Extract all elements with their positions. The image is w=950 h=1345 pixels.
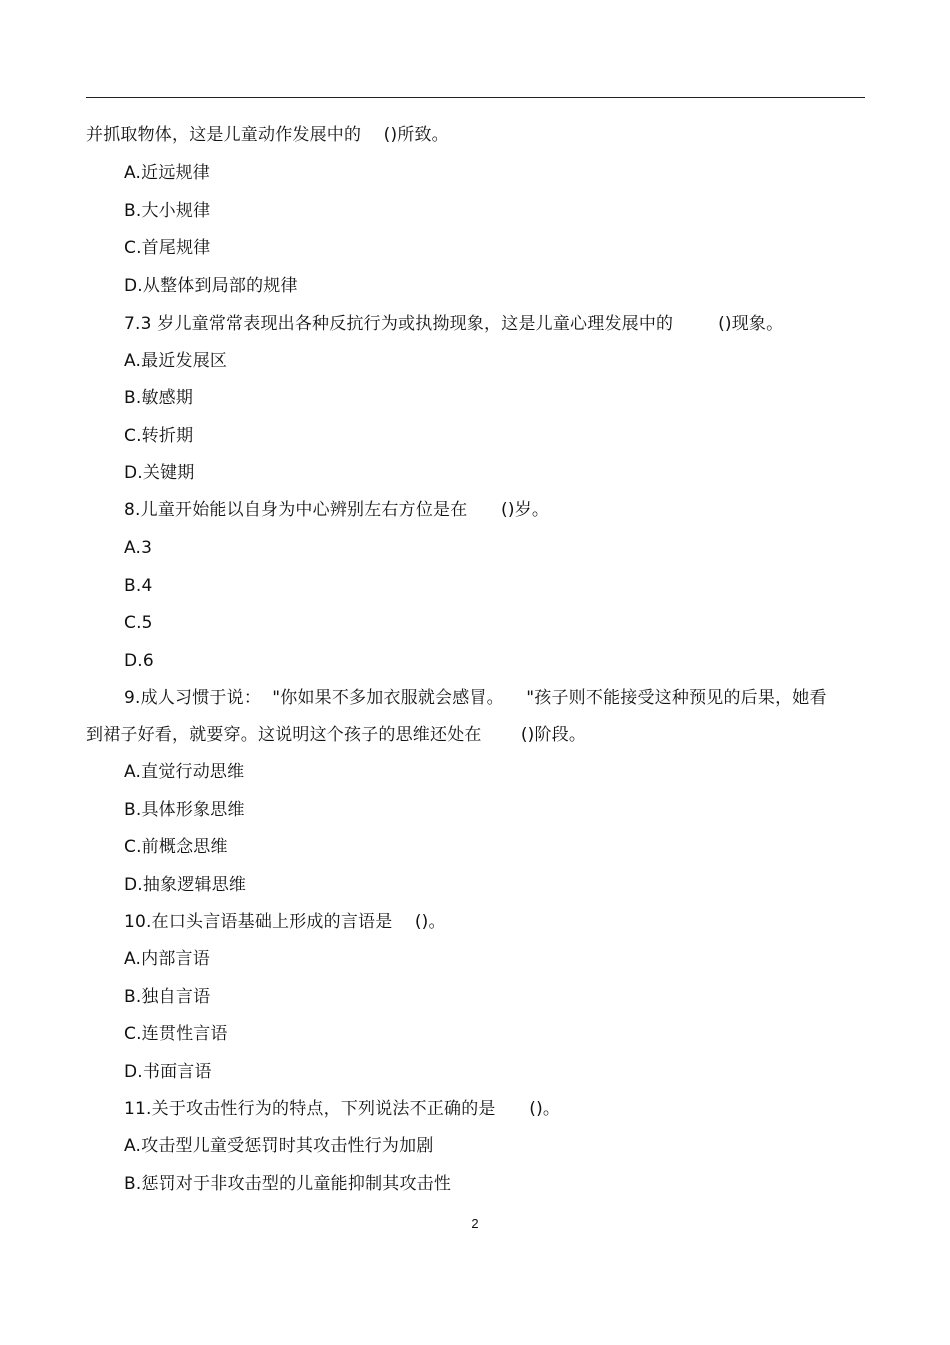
option-q6-d: D.从整体到局部的规律 <box>124 276 298 296</box>
question-9: 9.成人习惯于说： "你如果不多加衣服就会感冒。 "孩子则不能接受这种预见的后果，她看 <box>124 688 827 708</box>
option-q6-a: A.近远规律 <box>124 163 210 183</box>
question-8: 8.儿童开始能以自身为中心辨别左右方位是在 ()岁。 <box>124 500 550 520</box>
question-10: 10.在口头言语基础上形成的言语是 ()。 <box>124 912 446 932</box>
option-q7-a: A.最近发展区 <box>124 351 228 371</box>
option-q9-b: B.具体形象思维 <box>124 800 245 820</box>
option-q6-c: C.首尾规律 <box>124 238 211 258</box>
option-q9-c: C.前概念思维 <box>124 837 228 857</box>
option-q8-a: A.3 <box>124 538 153 558</box>
option-q11-b: B.惩罚对于非攻击型的儿童能抑制其攻击性 <box>124 1174 452 1194</box>
question-11: 11.关于攻击性行为的特点，下列说法不正确的是 ()。 <box>124 1099 561 1119</box>
option-q9-d: D.抽象逻辑思维 <box>124 875 247 895</box>
option-q6-b: B.大小规律 <box>124 201 211 221</box>
option-q10-b: B.独自言语 <box>124 987 211 1007</box>
option-q7-d: D.关键期 <box>124 463 195 483</box>
option-q8-c: C.5 <box>124 613 153 633</box>
option-q10-c: C.连贯性言语 <box>124 1024 228 1044</box>
option-q7-b: B.敏感期 <box>124 388 194 408</box>
option-q10-d: D.书面言语 <box>124 1062 212 1082</box>
question-9-continued: 到裙子好看，就要穿。这说明这个孩子的思维还处在 ()阶段。 <box>86 725 587 745</box>
option-q11-a: A.攻击型儿童受惩罚时其攻击性行为加剧 <box>124 1136 434 1156</box>
option-q10-a: A.内部言语 <box>124 949 210 969</box>
option-q7-c: C.转折期 <box>124 426 194 446</box>
page-number: 2 <box>471 1216 479 1231</box>
question-7: 7.3 岁儿童常常表现出各种反抗行为或执拗现象，这是儿童心理发展中的 ()现象。 <box>124 314 784 334</box>
header-rule <box>86 97 865 98</box>
option-q8-d: D.6 <box>124 651 154 671</box>
option-q8-b: B.4 <box>124 576 153 596</box>
text-line-continuation: 并抓取物体，这是儿童动作发展中的 ()所致。 <box>86 125 449 145</box>
option-q9-a: A.直觉行动思维 <box>124 762 245 782</box>
